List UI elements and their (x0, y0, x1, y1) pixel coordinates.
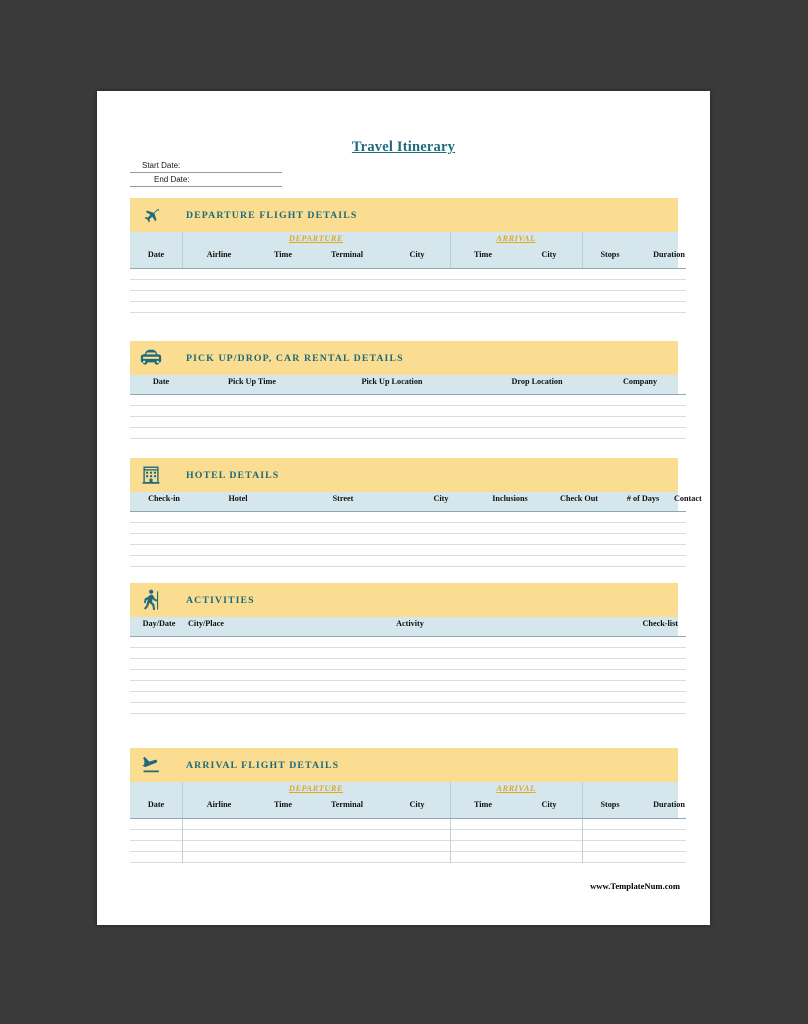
table-header-activities (130, 617, 678, 636)
section-header-arrival-flight (130, 748, 678, 782)
table-row[interactable] (130, 841, 686, 852)
column-separator (582, 232, 583, 268)
table-body-activities (130, 636, 686, 714)
end-date-label: End Date: (154, 175, 190, 184)
table-row[interactable] (130, 852, 686, 863)
section-header-hotel (130, 458, 678, 492)
column-header: Date (147, 800, 165, 809)
table-row[interactable] (130, 681, 686, 692)
table-row[interactable] (130, 648, 686, 659)
table-body-departure-flight (130, 268, 686, 313)
column-header: Street (332, 494, 354, 503)
section-title: PICK UP/DROP, CAR RENTAL DETAILS (186, 352, 404, 364)
column-header: City (433, 494, 449, 503)
column-separator (182, 782, 183, 818)
airplane-landing-icon (136, 751, 166, 779)
column-header: Terminal (331, 800, 363, 809)
section-header-activities (130, 583, 678, 617)
column-separator (450, 819, 451, 863)
airplane-takeoff-icon (136, 201, 166, 229)
table-row[interactable] (130, 659, 686, 670)
section-arrival-flight (130, 748, 685, 863)
section-header-departure-flight (130, 198, 678, 232)
column-header: Check Out (560, 494, 598, 503)
table-header-departure-flight (130, 232, 685, 268)
document-page (97, 91, 710, 925)
column-header: City (541, 800, 557, 809)
table-row[interactable] (130, 512, 686, 523)
column-header: Pick Up Location (361, 377, 423, 386)
column-header: City/Place (188, 619, 224, 628)
column-separator (582, 819, 583, 863)
column-header: Date (152, 377, 170, 386)
table-row[interactable] (130, 280, 686, 291)
table-row[interactable] (130, 819, 686, 830)
taxi-icon (136, 344, 166, 372)
column-header: City (409, 800, 425, 809)
column-header: # of Days (626, 494, 660, 503)
column-header: City (541, 250, 557, 259)
column-group-label: DEPARTURE (288, 784, 344, 793)
table-row[interactable] (130, 302, 686, 313)
start-date-field[interactable] (130, 159, 282, 173)
table-row[interactable] (130, 670, 686, 681)
table-body-arrival-flight (130, 818, 686, 863)
column-header: Duration (653, 800, 685, 809)
column-separator (582, 782, 583, 818)
column-header: Pick Up Time (228, 377, 276, 386)
column-header: Time (273, 800, 293, 809)
column-header: Date (147, 250, 165, 259)
section-activities (130, 583, 678, 714)
column-header: Contact (674, 494, 702, 503)
table-row[interactable] (130, 291, 686, 302)
column-header: Stops (600, 250, 620, 259)
column-header: Stops (600, 800, 620, 809)
column-separator (450, 782, 451, 818)
table-row[interactable] (130, 417, 686, 428)
column-header: Duration (653, 250, 685, 259)
column-header: Airline (206, 250, 232, 259)
table-row[interactable] (130, 692, 686, 703)
table-row[interactable] (130, 556, 686, 567)
column-header: Activity (396, 619, 424, 628)
table-row[interactable] (130, 545, 686, 556)
table-row[interactable] (130, 523, 686, 534)
table-row[interactable] (130, 534, 686, 545)
table-row[interactable] (130, 269, 686, 280)
hiker-icon (136, 586, 166, 614)
column-header: Company (622, 377, 658, 386)
table-row[interactable] (130, 406, 686, 417)
table-body-car-rental (130, 394, 686, 439)
start-date-label: Start Date: (142, 161, 181, 170)
table-header-car-rental (130, 375, 678, 394)
section-car-rental (130, 341, 678, 439)
end-date-field[interactable] (130, 173, 282, 187)
page-title: Travel Itinerary (351, 139, 456, 155)
column-header: Drop Location (511, 377, 563, 386)
table-header-hotel (130, 492, 702, 511)
column-group-label: DEPARTURE (288, 234, 344, 243)
column-separator (450, 232, 451, 268)
column-header: Check-in (148, 494, 180, 503)
table-row[interactable] (130, 830, 686, 841)
column-header: Day/Date (142, 619, 176, 628)
section-title: HOTEL DETAILS (186, 469, 280, 481)
footer-url: www.TemplateNum.com (590, 881, 680, 891)
column-header: Check-list (642, 619, 678, 628)
table-row[interactable] (130, 637, 686, 648)
section-hotel (130, 458, 702, 567)
column-separator (182, 232, 183, 268)
section-header-car-rental (130, 341, 678, 375)
table-row[interactable] (130, 428, 686, 439)
column-header: Hotel (228, 494, 248, 503)
table-header-arrival-flight (130, 782, 685, 818)
table-body-hotel (130, 511, 686, 567)
section-title: DEPARTURE FLIGHT DETAILS (186, 209, 358, 221)
column-header: City (409, 250, 425, 259)
column-group-label: ARRIVAL (496, 784, 536, 793)
table-row[interactable] (130, 703, 686, 714)
column-separator (182, 819, 183, 863)
column-group-label: ARRIVAL (496, 234, 536, 243)
column-header: Terminal (331, 250, 363, 259)
date-block (130, 159, 282, 187)
hotel-building-icon (136, 461, 166, 489)
table-row[interactable] (130, 395, 686, 406)
column-header: Time (273, 250, 293, 259)
column-header: Inclusions (492, 494, 528, 503)
column-header: Airline (206, 800, 232, 809)
section-departure-flight (130, 198, 685, 313)
section-title: ACTIVITIES (186, 594, 255, 606)
column-header: Time (473, 250, 493, 259)
section-title: ARRIVAL FLIGHT DETAILS (186, 759, 340, 771)
column-header: Time (473, 800, 493, 809)
